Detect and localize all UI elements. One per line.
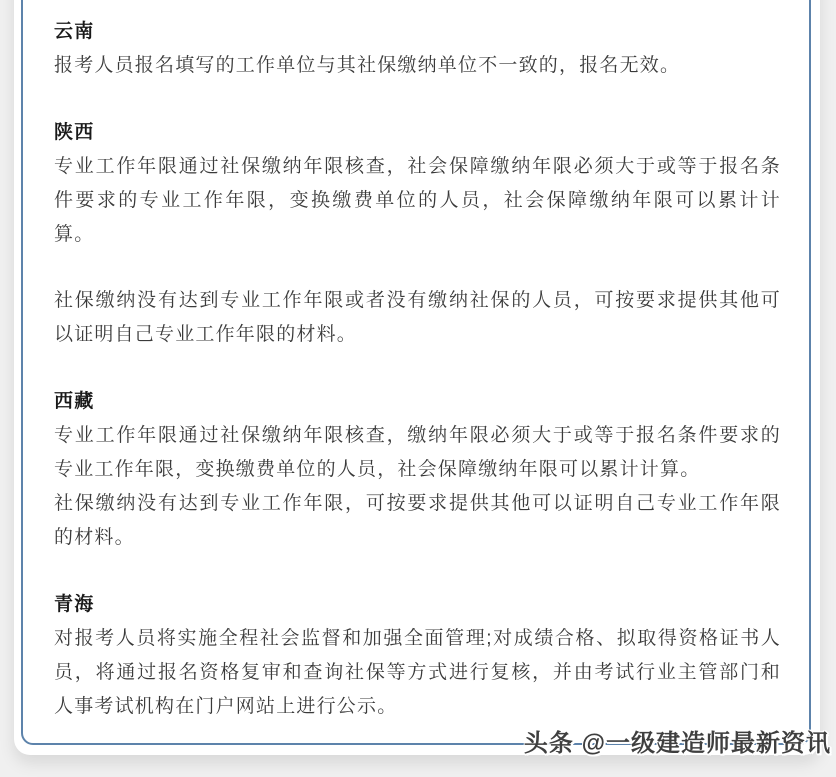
section-paragraph: 社保缴纳没有达到专业工作年限，可按要求提供其他可以证明自己专业工作年限的材料。 xyxy=(54,493,781,548)
toutiao-watermark: 头条 @一级建造师最新资讯 xyxy=(523,730,831,757)
section-paragraph: 专业工作年限通过社保缴纳年限核查，社会保障缴纳年限必须大于或等于报名条件要求的专业工作年限，变换缴费单位的人员，社会保障缴纳年限可以累计计算。 xyxy=(54,156,781,245)
section-paragraph: 专业工作年限通过社保缴纳年限核查，缴纳年限必须大于或等于报名条件要求的专业工作年限，变换缴费单位的人员，社会保障缴纳年限可以累计计算。 xyxy=(54,425,781,480)
section-paragraph: 社保缴纳没有达到专业工作年限或者没有缴纳社保的人员，可按要求提供其他可以证明自己专业工作年限的材料。 xyxy=(54,290,781,345)
section-heading: 陕西 xyxy=(54,122,95,143)
section-tibet xyxy=(54,385,781,555)
section-qinghai xyxy=(54,588,781,724)
section-shaanxi xyxy=(54,116,781,352)
section-heading: 青海 xyxy=(54,594,95,615)
section-heading: 云南 xyxy=(54,21,95,42)
section-paragraph: 对报考人员将实施全程社会监督和加强全面管理;对成绩合格、拟取得资格证书人员，将通过报名资格复审和查询社保等方式进行复核，并由考试行业主管部门和人事考试机构在门户网站上进行公示。 xyxy=(54,628,781,717)
section-yunnan xyxy=(54,15,781,83)
section-paragraph: 报考人员报名填写的工作单位与其社保缴纳单位不一致的，报名无效。 xyxy=(54,55,681,76)
article-content xyxy=(54,0,781,724)
section-heading: 西藏 xyxy=(54,391,95,412)
